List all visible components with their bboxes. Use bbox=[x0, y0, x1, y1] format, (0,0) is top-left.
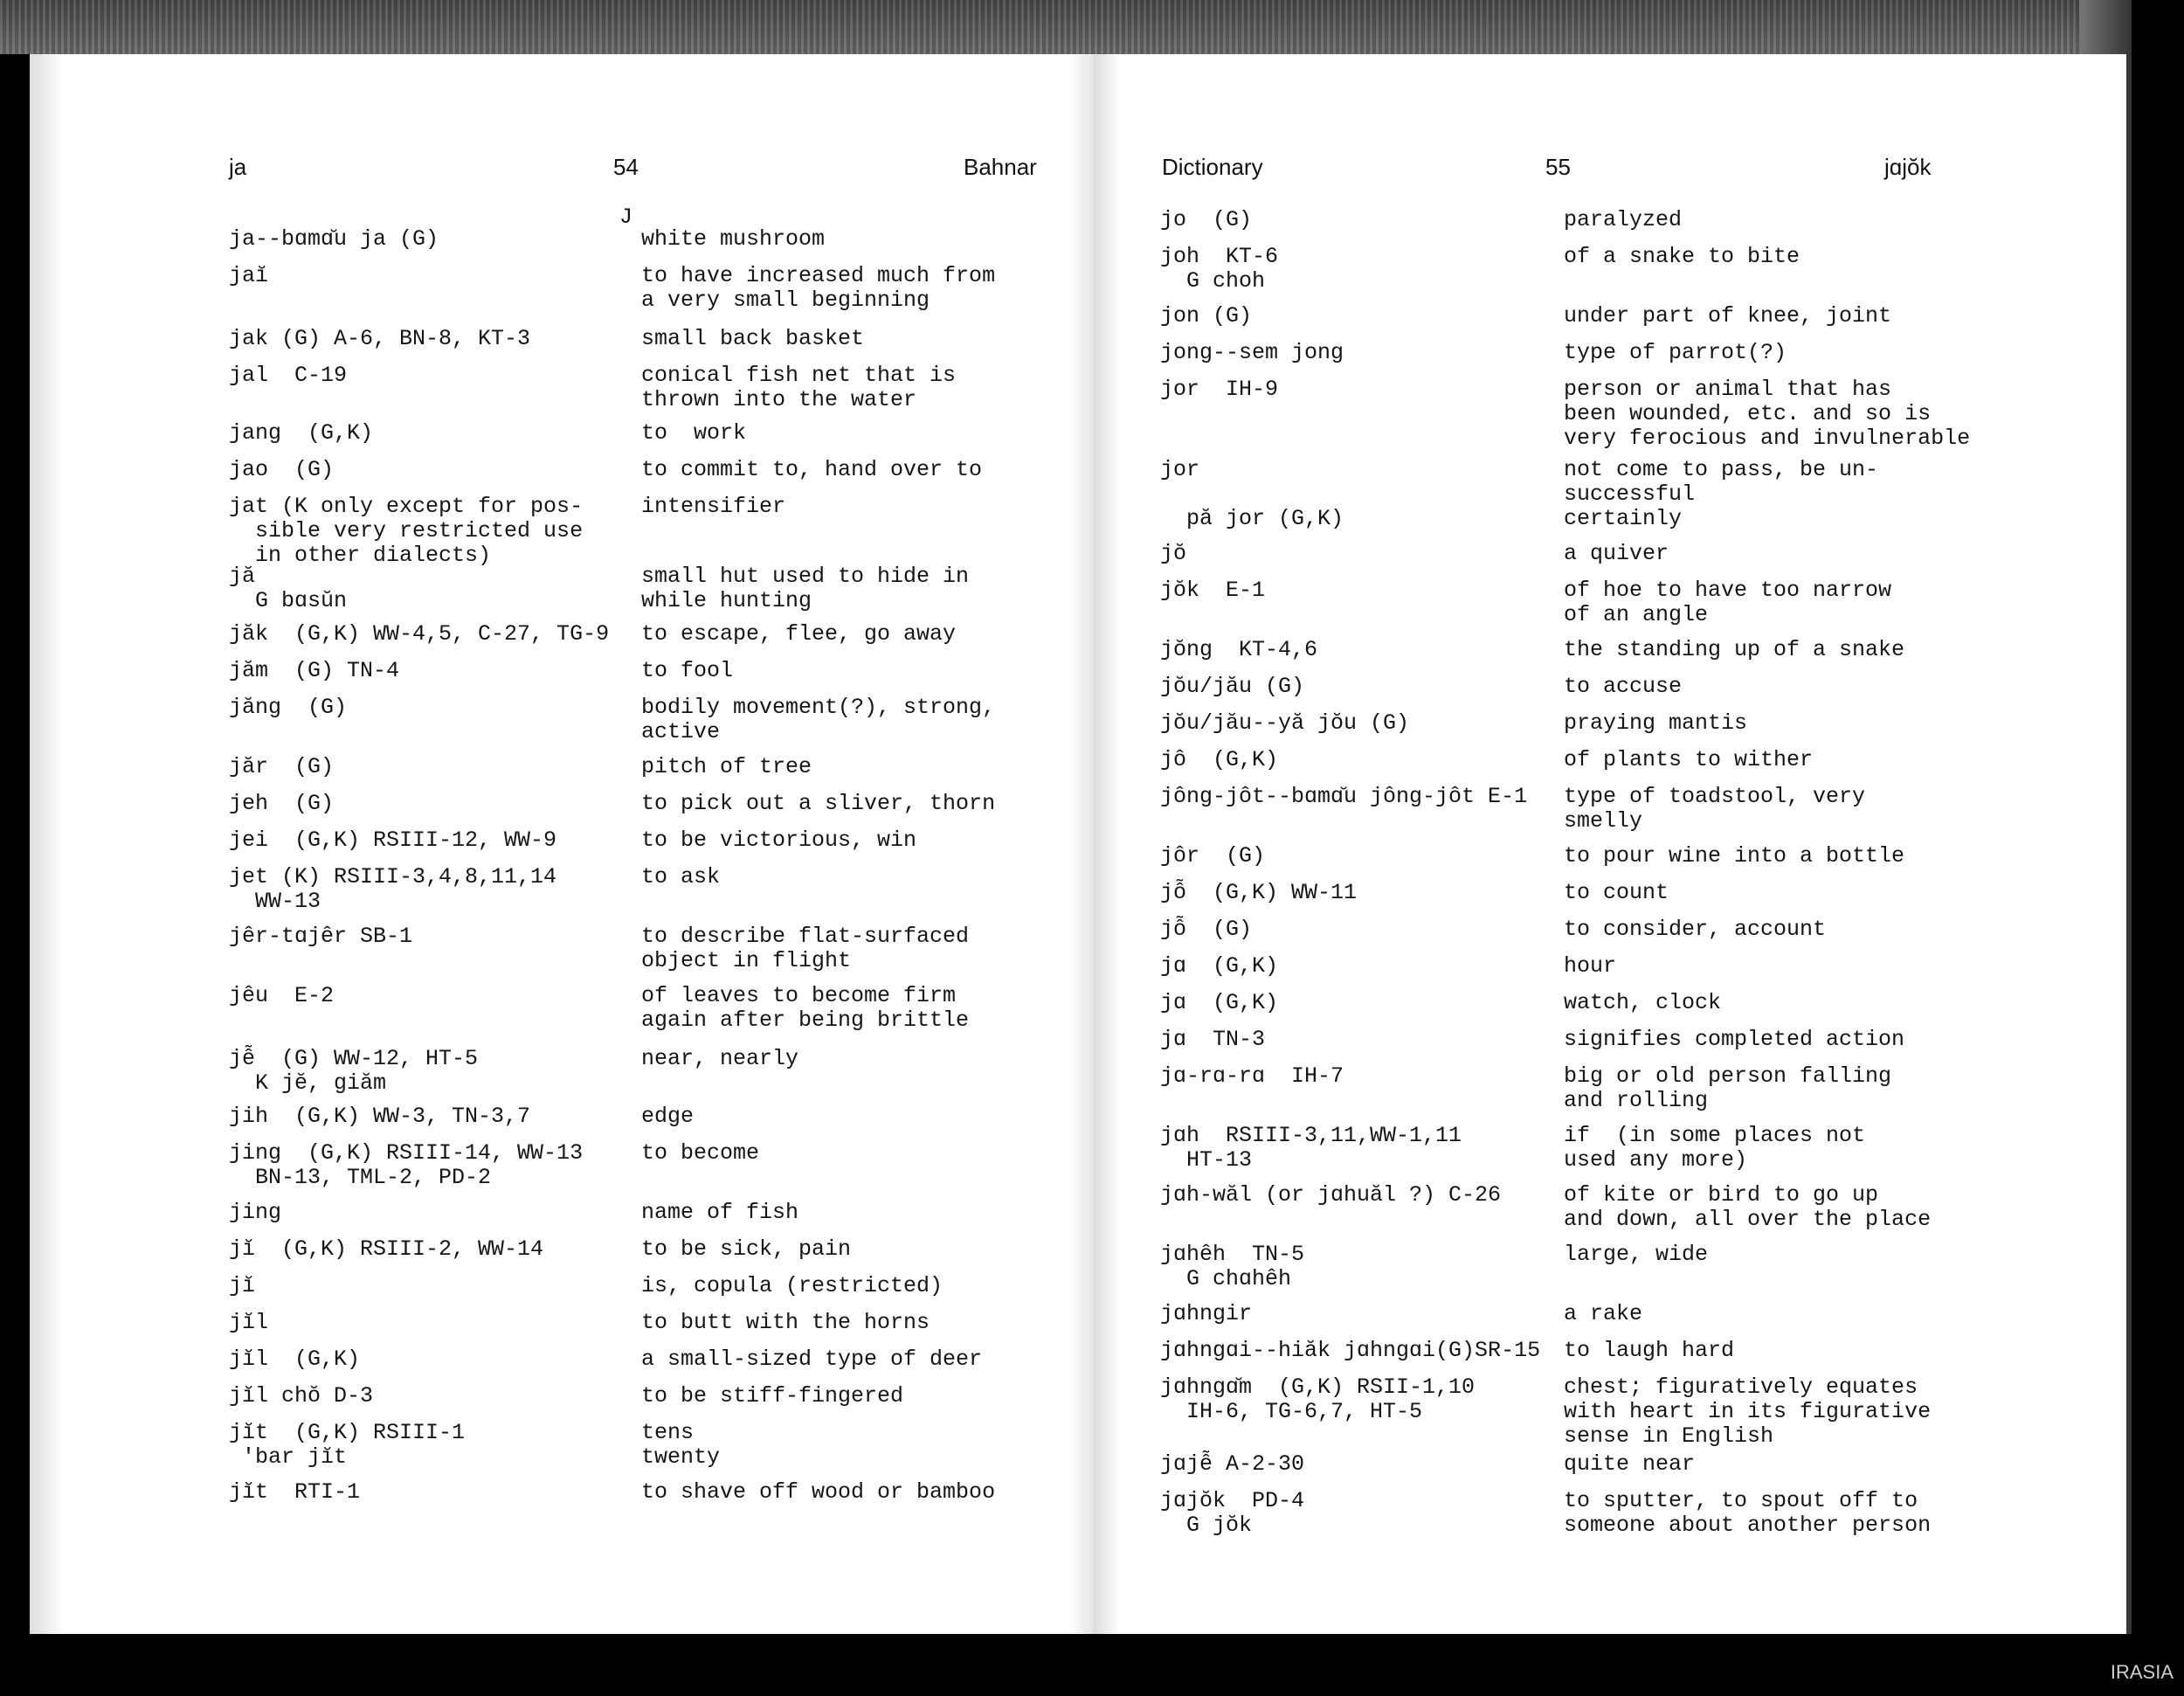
entry-definition: to have increased much from a very small beginning bbox=[641, 263, 996, 313]
entry-headword: jĭt RTI-1 bbox=[229, 1479, 361, 1505]
entry-definition: to be victorious, win bbox=[641, 827, 917, 853]
entry-definition: pitch of tree bbox=[641, 754, 812, 779]
entry-headword: jŏu/jău (G) bbox=[1160, 674, 1305, 699]
entry-headword: jăr (G) bbox=[229, 754, 335, 779]
entry-headword: jong--sem jong bbox=[1160, 340, 1344, 365]
entry-definition: type of parrot(?) bbox=[1564, 340, 1787, 365]
right-header-guideword: jɑjŏk bbox=[1884, 154, 1932, 180]
entry-headword: jỗ (G,K) WW-11 bbox=[1160, 880, 1358, 905]
entry-headword: jêr-tɑjêr SB-1 bbox=[229, 924, 413, 949]
entry-definition: of kite or bird to go up and down, all over the place bbox=[1564, 1182, 1932, 1232]
entry-definition: a quiver bbox=[1564, 541, 1669, 566]
entry-definition: of a snake to bite bbox=[1564, 244, 1800, 269]
entry-headword: jal C-19 bbox=[229, 363, 348, 388]
entry-headword: jễ (G) WW-12, HT-5 K jĕ, giăm bbox=[229, 1046, 479, 1096]
entry-headword: jă G bɑsŭn bbox=[229, 564, 348, 613]
entry-definition: tens twenty bbox=[641, 1420, 721, 1470]
left-page-number: 54 bbox=[613, 154, 639, 180]
entry-definition: quite near bbox=[1564, 1451, 1696, 1477]
entry-headword: jô (G,K) bbox=[1160, 747, 1279, 772]
entry-definition: to describe flat-surfaced object in flight bbox=[641, 924, 970, 973]
entry-headword: jŏu/jău--yă jŏu (G) bbox=[1160, 710, 1410, 736]
entry-headword: jon (G) bbox=[1160, 303, 1253, 329]
entry-definition: chest; figuratively equates with heart in its figurative sense in English bbox=[1564, 1374, 1932, 1449]
entry-headword: joh KT-6 G choh bbox=[1160, 244, 1279, 294]
entry-definition: under part of knee, joint bbox=[1564, 303, 1892, 329]
left-page bbox=[30, 54, 1094, 1634]
entry-definition: to work bbox=[641, 420, 747, 446]
entry-headword: jang (G,K) bbox=[229, 420, 374, 446]
entry-headword: jĭ (G,K) RSIII-2, WW-14 bbox=[229, 1236, 544, 1262]
entry-headword: jaĭ bbox=[229, 263, 269, 288]
entry-definition: to laugh hard bbox=[1564, 1338, 1735, 1363]
entry-definition: big or old person falling and rolling bbox=[1564, 1063, 1892, 1113]
entry-definition: to pour wine into a bottle bbox=[1564, 843, 1905, 869]
entry-headword: jing bbox=[229, 1200, 282, 1225]
entry-definition: small hut used to hide in while hunting bbox=[641, 564, 970, 613]
entry-definition: a small-sized type of deer bbox=[641, 1346, 983, 1372]
entry-definition: to count bbox=[1564, 880, 1669, 905]
right-page-number: 55 bbox=[1545, 154, 1571, 180]
entry-definition: if (in some places not used any more) bbox=[1564, 1123, 1866, 1173]
entry-headword: jor IH-9 bbox=[1160, 377, 1279, 402]
entry-definition: to consider, account bbox=[1564, 917, 1827, 942]
entry-definition: to butt with the horns bbox=[641, 1310, 930, 1335]
entry-definition: type of toadstool, very smelly bbox=[1564, 784, 1866, 834]
left-header-guideword: ja bbox=[229, 154, 247, 180]
entry-headword: jôr (G) bbox=[1160, 843, 1266, 869]
entry-definition: to fool bbox=[641, 658, 734, 683]
entry-headword: jɑ-rɑ-rɑ IH-7 bbox=[1160, 1063, 1344, 1089]
entry-headword: jông-jôt--bɑmɑ̆u jông-jôt E-1 bbox=[1160, 784, 1528, 809]
entry-definition: hour bbox=[1564, 953, 1617, 979]
entry-headword: jĭl chŏ D-3 bbox=[229, 1383, 374, 1409]
entry-headword: jĭl bbox=[229, 1310, 269, 1335]
entry-definition: paralyzed bbox=[1564, 207, 1683, 232]
entry-definition: to be stiff-fingered bbox=[641, 1383, 904, 1409]
right-header-title: Dictionary bbox=[1162, 154, 1263, 180]
entry-headword: jeh (G) bbox=[229, 791, 335, 816]
entry-headword: jɑh-wăl (or jɑhuăl ?) C-26 bbox=[1160, 1182, 1502, 1208]
watermark: IRASIA bbox=[2110, 1661, 2174, 1683]
right-page bbox=[1094, 54, 2126, 1634]
entry-definition: to escape, flee, go away bbox=[641, 621, 957, 647]
entry-definition: to ask bbox=[641, 864, 721, 890]
entry-definition: small back basket bbox=[641, 326, 865, 351]
entry-headword: jei (G,K) RSIII-12, WW-9 bbox=[229, 827, 557, 853]
entry-definition: a rake bbox=[1564, 1301, 1643, 1326]
entry-headword: jɑjŏk PD-4 G jŏk bbox=[1160, 1488, 1305, 1538]
entry-definition: white mushroom bbox=[641, 226, 826, 252]
scan-background-top bbox=[0, 0, 2079, 54]
entry-headword: jih (G,K) WW-3, TN-3,7 bbox=[229, 1104, 531, 1129]
entry-definition: of plants to wither bbox=[1564, 747, 1814, 772]
entry-definition: the standing up of a snake bbox=[1564, 637, 1905, 662]
entry-headword: jing (G,K) RSIII-14, WW-13 BN-13, TML-2, PD-2 bbox=[229, 1140, 584, 1190]
entry-definition: to sputter, to spout off to someone about another person bbox=[1564, 1488, 1932, 1538]
entry-headword: jɑ (G,K) bbox=[1160, 953, 1279, 979]
entry-headword: jo (G) bbox=[1160, 207, 1253, 232]
entry-definition: of leaves to become firm again after being brittle bbox=[641, 983, 970, 1033]
entry-definition: name of fish bbox=[641, 1200, 799, 1225]
entry-definition: to become bbox=[641, 1140, 760, 1166]
entry-definition: near, nearly bbox=[641, 1046, 799, 1071]
entry-headword: jat (K only except for pos- sible very restricted use in other dialects) bbox=[229, 494, 584, 568]
left-header-title: Bahnar bbox=[964, 154, 1037, 180]
open-book bbox=[30, 54, 2126, 1634]
entry-headword: jɑhngir bbox=[1160, 1301, 1253, 1326]
entry-headword: jɑhngɑi--hiăk jɑhngɑi(G)SR-15 bbox=[1160, 1338, 1541, 1363]
entry-headword: jăm (G) TN-4 bbox=[229, 658, 400, 683]
entry-definition: not come to pass, be un- successful certainly bbox=[1564, 457, 1879, 531]
entry-headword: jet (K) RSIII-3,4,8,11,14 WW-13 bbox=[229, 864, 557, 914]
entry-headword: jao (G) bbox=[229, 457, 335, 482]
entry-definition: signifies completed action bbox=[1564, 1027, 1905, 1052]
entry-headword: jak (G) A-6, BN-8, KT-3 bbox=[229, 326, 531, 351]
entry-definition: to be sick, pain bbox=[641, 1236, 852, 1262]
entry-definition: watch, clock bbox=[1564, 990, 1722, 1015]
entry-headword: jɑjễ A-2-30 bbox=[1160, 1451, 1305, 1477]
entry-headword: jĭ bbox=[229, 1273, 256, 1298]
entry-definition: large, wide bbox=[1564, 1242, 1709, 1267]
entry-definition: to accuse bbox=[1564, 674, 1683, 699]
entry-definition: is, copula (restricted) bbox=[641, 1273, 943, 1298]
entry-definition: conical fish net that is thrown into the water bbox=[641, 363, 957, 412]
entry-headword: jɑ (G,K) bbox=[1160, 990, 1279, 1015]
entry-headword: jor pă jor (G,K) bbox=[1160, 457, 1344, 531]
entry-headword: jăk (G,K) WW-4,5, C-27, TG-9 bbox=[229, 621, 610, 647]
entry-definition: intensifier bbox=[641, 494, 786, 519]
entry-definition: person or animal that has been wounded, etc. and so is very ferocious and invulnerable bbox=[1564, 377, 1971, 451]
entry-definition: praying mantis bbox=[1564, 710, 1748, 736]
entry-headword: jĭl (G,K) bbox=[229, 1346, 361, 1372]
entry-headword: jŏk E-1 bbox=[1160, 578, 1266, 603]
entry-definition: bodily movement(?), strong, active bbox=[641, 695, 996, 744]
section-letter: J bbox=[619, 204, 633, 230]
entry-definition: to commit to, hand over to bbox=[641, 457, 983, 482]
entry-headword: jêu E-2 bbox=[229, 983, 335, 1008]
entry-headword: jŏng KT-4,6 bbox=[1160, 637, 1318, 662]
entry-headword: jɑhêh TN-5 G chɑhêh bbox=[1160, 1242, 1305, 1291]
entry-headword: jŏ bbox=[1160, 541, 1187, 566]
entry-headword: jɑh RSIII-3,11,WW-1,11 HT-13 bbox=[1160, 1123, 1462, 1173]
entry-headword: jɑhngɑ̆m (G,K) RSII-1,10 IH-6, TG-6,7, HT-5 bbox=[1160, 1374, 1476, 1424]
entry-headword: jỗ (G) bbox=[1160, 917, 1253, 942]
entry-definition: to pick out a sliver, thorn bbox=[641, 791, 996, 816]
entry-definition: of hoe to have too narrow of an angle bbox=[1564, 578, 1892, 627]
entry-definition: to shave off wood or bamboo bbox=[641, 1479, 996, 1505]
entry-headword: jĭt (G,K) RSIII-1 'bar jĭt bbox=[229, 1420, 466, 1470]
entry-headword: jăng (G) bbox=[229, 695, 348, 720]
entry-headword: ja--bɑmɑ̆u ja (G) bbox=[229, 226, 439, 252]
entry-headword: jɑ TN-3 bbox=[1160, 1027, 1266, 1052]
entry-definition: edge bbox=[641, 1104, 695, 1129]
